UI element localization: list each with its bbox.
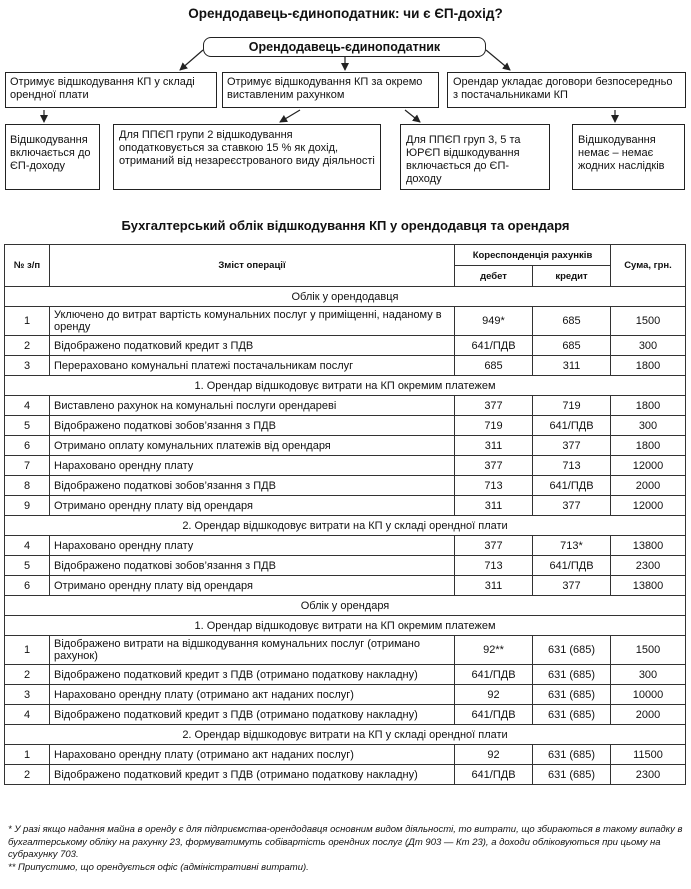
- table-row: 5 Відображено податкові зобов’язання з ПДВ 719 641/ПДВ 300: [5, 416, 686, 436]
- section-tenant: Облік у орендаря: [5, 596, 686, 616]
- diagram-leaf-group3-income: Для ППЄП груп 3, 5 та ЮРЄП відшкодування включається до ЄП-доходу: [400, 124, 550, 190]
- page-title: Орендодавець-єдиноподатник: чи є ЄП-дохід?: [188, 6, 503, 21]
- table-row: 3 Нараховано орендну плату (отримано акт наданих послуг) 92 631 (685) 10000: [5, 685, 686, 705]
- diagram-leaf-single-tax-income: Відшкодування включається до ЄП-доходу: [5, 124, 100, 190]
- section-lessor-case1: 1. Орендар відшкодовує витрати на КП окремим платежем: [5, 376, 686, 396]
- table-row: 1 Нараховано орендну плату (отримано акт наданих послуг) 92 631 (685) 11500: [5, 745, 686, 765]
- footnote-2: ** Припустимо, що орендується офіс (адміністративні витрати).: [8, 861, 309, 873]
- section-title: Бухгалтерський облік відшкодування КП у орендодавця та орендаря: [121, 218, 570, 233]
- table-row: 1 Уключено до витрат вартість комунальних послуг у приміщенні, наданому в оренду 949* 685 1500: [5, 307, 686, 336]
- diagram-root-node: Орендодавець-єдиноподатник: [203, 37, 486, 57]
- section-lessor-case2: 2. Орендар відшкодовує витрати на КП у складі орендної плати: [5, 516, 686, 536]
- table-row: 4 Виставлено рахунок на комунальні послуги орендареві 377 719 1800: [5, 396, 686, 416]
- header-credit: кредит: [533, 266, 611, 287]
- section-lessor: Облік у орендодавця: [5, 287, 686, 307]
- header-debit: дебет: [455, 266, 533, 287]
- table-row: 4 Нараховано орендну плату 377 713* 13800: [5, 536, 686, 556]
- table-row: 5 Відображено податкові зобов’язання з ПДВ 713 641/ПДВ 2300: [5, 556, 686, 576]
- table-row: 9 Отримано орендну плату від орендаря 311 377 12000: [5, 496, 686, 516]
- section-tenant-case1: 1. Орендар відшкодовує витрати на КП окремим платежем: [5, 616, 686, 636]
- diagram-branch-rent-included: Отримує відшкодування КП у складі орендної плати: [5, 72, 217, 108]
- table-row: 7 Нараховано орендну плату 377 713 12000: [5, 456, 686, 476]
- table-row: 6 Отримано орендну плату від орендаря 311 377 13800: [5, 576, 686, 596]
- section-tenant-case2: 2. Орендар відшкодовує витрати на КП у складі орендної плати: [5, 725, 686, 745]
- table-row: 1 Відображено витрати на відшкодування комунальних послуг (отримано рахунок) 92** 631 (685) 1500: [5, 636, 686, 665]
- header-sum: Сума, грн.: [611, 245, 686, 287]
- table-row: 4 Відображено податковий кредит з ПДВ (отримано податкову накладну) 641/ПДВ 631 (685) 2000: [5, 705, 686, 725]
- table-row: 2 Відображено податковий кредит з ПДВ (отримано податкову накладну) 641/ПДВ 631 (685) 300: [5, 665, 686, 685]
- header-content: Зміст операції: [50, 245, 455, 287]
- table-row: 3 Перераховано комунальні платежі постачальникам послуг 685 311 1800: [5, 356, 686, 376]
- diagram-branch-separate-invoice: Отримує відшкодування КП за окремо виставленим рахунком: [222, 72, 439, 108]
- header-number: № з/п: [5, 245, 50, 287]
- table-row: 2 Відображено податковий кредит з ПДВ 641/ПДВ 685 300: [5, 336, 686, 356]
- diagram-leaf-group2-tax: Для ППЄП групи 2 відшкодування оподатковується за ставкою 15 % як дохід, отриманий від незареєстрованого виду діяльності: [113, 124, 381, 190]
- table-row: 8 Відображено податкові зобов’язання з ПДВ 713 641/ПДВ 2000: [5, 476, 686, 496]
- table-row: 6 Отримано оплату комунальних платежів від орендаря 311 377 1800: [5, 436, 686, 456]
- footnotes: [8, 824, 684, 874]
- diagram-branch-direct-contracts: Орендар укладає договори безпосередньо з постачальниками КП: [447, 72, 686, 108]
- diagram-leaf-no-consequences: Відшкодування немає – немає жодних наслідків: [572, 124, 685, 190]
- accounting-table: [4, 244, 686, 785]
- footnote-1: * У разі якщо надання майна в оренду є для підприємства-орендодавця основним видом діяльності, то витрати, що збираються в такому випадку в бухгалтерському обліку на рахунку 23, формуватимуть собівартість орендних послуг (Дт 903 — Кт 23), а доходи обліковуються при цьому на субрахунку 703.: [8, 824, 683, 860]
- table-row: 2 Відображено податковий кредит з ПДВ (отримано податкову накладну) 641/ПДВ 631 (685) 2300: [5, 765, 686, 785]
- header-correspondence: Кореспонденція рахунків: [455, 245, 611, 266]
